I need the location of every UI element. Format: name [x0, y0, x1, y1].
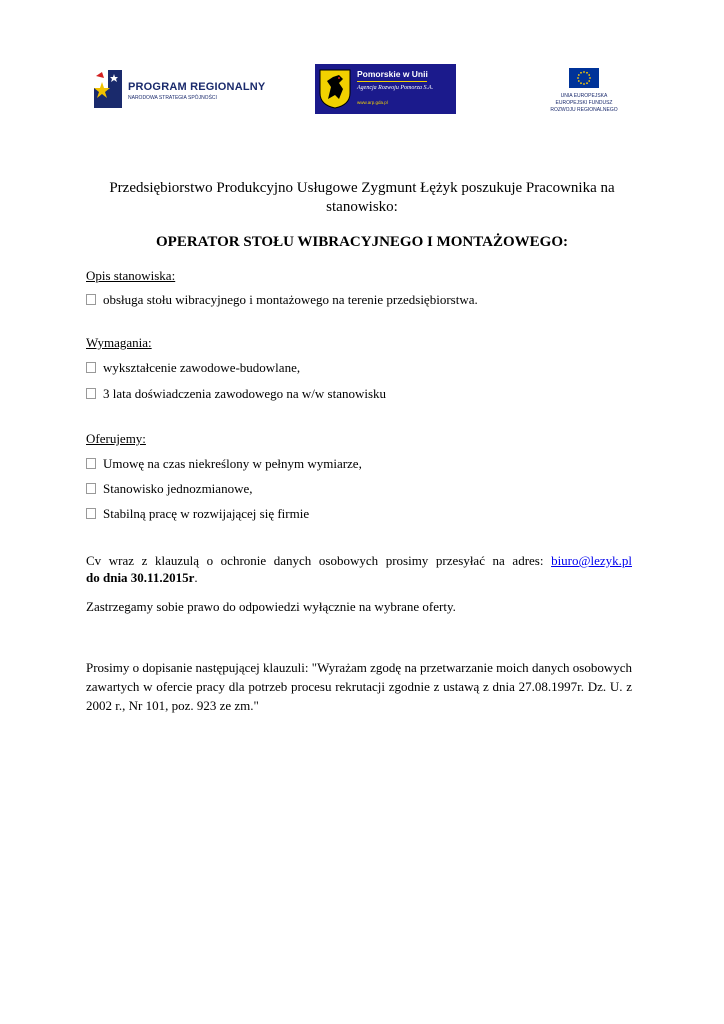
requirement-item: wykształcenie zawodowe-budowlane,	[103, 360, 301, 375]
list-item	[86, 506, 309, 522]
requirement-item: 3 lata doświadczenia zawodowego na w/w stanowisku	[103, 386, 387, 401]
griffin-shield-icon	[319, 69, 351, 109]
offer-item: Stabilną pracę w rozwijającej się firmie	[103, 506, 310, 521]
list-item	[86, 481, 252, 497]
pomorskie-w-unii-logo	[315, 64, 456, 114]
cv-paragraph	[86, 551, 632, 570]
cv-deadline-line	[86, 570, 198, 586]
pomorskie-url: www.arp.gda.pl	[357, 100, 388, 105]
description-item: obsługa stołu wibracyjnego i montażowego na terenie przedsiębiorstwa.	[103, 292, 478, 307]
list-item	[86, 456, 362, 472]
program-regionalny-star-icon	[92, 68, 124, 110]
eu-logo	[540, 68, 628, 118]
email-link[interactable]: biuro@lezyk.pl	[551, 553, 632, 568]
bullet-box-icon	[86, 508, 96, 519]
program-regionalny-name: PROGRAM REGIONALNY	[128, 81, 266, 93]
requirements-heading: Wymagania:	[86, 335, 152, 350]
intro-line-2: stanowisko:	[326, 199, 398, 215]
offer-heading: Oferujemy:	[86, 431, 146, 446]
list-item	[86, 386, 386, 402]
list-item	[86, 360, 300, 376]
offer-item: Umowę na czas niekreślony w pełnym wymiarze,	[103, 456, 362, 471]
pomorskie-agency: Agencja Rozwoju Pomorza S.A.	[357, 85, 434, 91]
cv-deadline-suffix: .	[194, 570, 198, 585]
cv-deadline: do dnia 30.11.2015r	[86, 570, 195, 585]
reservation-text: Zastrzegamy sobie prawo do odpowiedzi wyłącznie na wybrane oferty.	[86, 599, 456, 614]
bullet-box-icon	[86, 458, 96, 469]
pomorskie-divider	[357, 81, 427, 82]
eu-line-2: EUROPEJSKI FUNDUSZ	[555, 100, 613, 106]
intro-line-1: Przedsiębiorstwo Produkcyjno Usługowe Zygmunt Łężyk poszukuje Pracownika na	[109, 180, 615, 196]
list-item	[86, 292, 478, 308]
clause-paragraph: Prosimy o dopisanie następującej klauzuli: "Wyrażam zgodę na przetwarzanie moich danych osobowych zawartych w ofercie pracy dla potrzeb procesu rekrutacji zgodnie z ustawą z dnia 27.08.1997r. Dz. U. z 2002 r., Nr 101, poz. 923 ze zm."	[86, 660, 632, 713]
position-title: OPERATOR STOŁU WIBRACYJNEGO I MONTAŻOWEGO:	[155, 234, 568, 250]
pomorskie-title: Pomorskie w Unii	[357, 69, 428, 79]
program-regionalny-subtitle: NARODOWA STRATEGIA SPÓJNOŚCI	[128, 95, 217, 101]
bullet-box-icon	[86, 362, 96, 373]
eu-flag-icon	[569, 68, 599, 88]
eu-line-1: UNIA EUROPEJSKA	[560, 93, 608, 99]
description-heading: Opis stanowiska:	[86, 268, 176, 283]
eu-line-3: ROZWOJU REGIONALNEGO	[550, 107, 618, 113]
bullet-box-icon	[86, 483, 96, 494]
bullet-box-icon	[86, 294, 96, 305]
cv-text: Cv wraz z klauzulą o ochronie danych osobowych prosimy przesyłać na adres:	[86, 553, 544, 568]
bullet-box-icon	[86, 388, 96, 399]
offer-item: Stanowisko jednozmianowe,	[103, 481, 253, 496]
program-regionalny-logo	[92, 68, 266, 110]
